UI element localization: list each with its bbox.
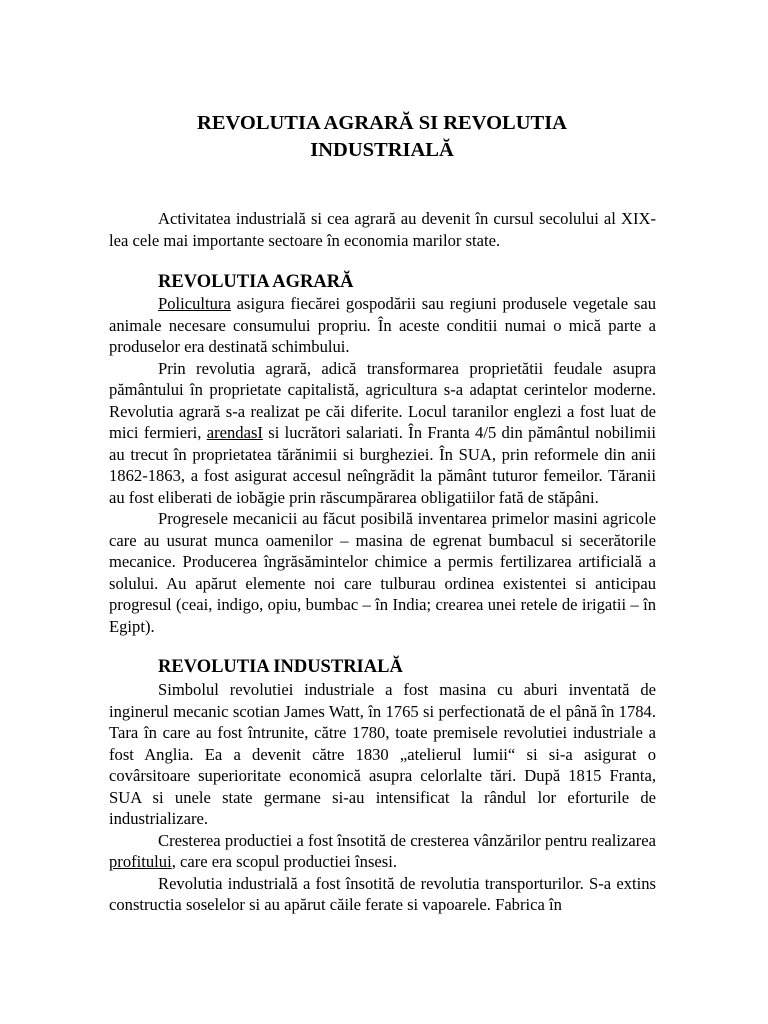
intro-paragraph: Activitatea industrială si cea agrară au devenit în cursul secolului al XIX-lea cele mai importante sectoare în economia marilor state. bbox=[109, 209, 656, 250]
term-policultura: Policultura bbox=[158, 294, 231, 313]
agrara-paragraph-2-text-b: si lucrători salariati. În Franta 4/5 din pământul nobilimii au trecut în proprietatea tărănimii si burgheziei. În SUA, prin reformele din anii 1862-1863, a fost asigurat accesul neîngrădit la pământ tuturor femeilor. Tăranii au fost eliberati de iobăgie prin răscumpărarea obligatiilor fată de stăpâni. bbox=[109, 423, 657, 507]
page-title bbox=[108, 110, 656, 164]
page-title-line-1: REVOLUTIA AGRARĂ SI REVOLUTIA bbox=[197, 112, 567, 134]
page-title-line-2: INDUSTRIALĂ bbox=[310, 139, 454, 161]
industriala-paragraph-2-text-b: , care era scopul productiei însesi. bbox=[171, 852, 397, 871]
industriala-paragraph-1: Simbolul revolutiei industriale a fost masina cu aburi inventată de inginerul mecanic scotian James Watt, în 1765 si perfectionată de el până în 1784. Tara în care au fost întrunite, către 1780, toate premisele revolutiei industriale a fost Anglia. Ea a devenit către 1830 „atelierul lumii“ si si-a asigurat o covârsitoare superioritate economică asupra celorlalte tări. După 1815 Franta, SUA si unele state germane si-au intensificat la rândul lor eforturile de industrializare. bbox=[109, 680, 656, 828]
intro-paragraph-block bbox=[109, 208, 656, 251]
industriala-paragraph-3: Revolutia industrială a fost însotită de revolutia transporturilor. S-a extins constructia soselelor si au apărut căile ferate si vapoarele. Fabrica în bbox=[109, 873, 656, 914]
agrara-paragraph-3: Progresele mecanicii au făcut posibilă inventarea primelor masini agricole care au usurat munca oamenilor – masina de egrenat bumbacul si secerătorile mecanice. Producerea îngrăsămintelor chimice a permis fertilizarea artificială a solului. Au apărut elemente noi care tulburau ordinea existentei si anticipau progresul (ceai, indigo, opiu, bumbac – în India; crearea unei retele de irigatii – în Egipt). bbox=[109, 509, 656, 636]
section-industriala-body bbox=[109, 679, 656, 916]
agrara-paragraph-1-text: asigura fiecărei gospodării sau regiuni produsele vegetale sau animale necesare consumului propriu. În aceste conditii numai o mică parte a produselor era destinată schimbului. bbox=[109, 294, 656, 356]
industriala-paragraph-2 bbox=[109, 830, 656, 873]
section-agrara-body bbox=[109, 293, 656, 637]
agrara-paragraph-1 bbox=[109, 293, 656, 358]
section-heading-industriala: REVOLUTIA INDUSTRIALĂ bbox=[158, 657, 403, 677]
agrara-paragraph-2 bbox=[109, 358, 656, 509]
term-arendasi: arendasI bbox=[206, 423, 263, 442]
term-profitului: profitului bbox=[109, 852, 172, 871]
agrara-paragraph-2-text-a: Prin revolutia agrară, adică transformarea proprietătii feudale asupra pământului în proprietate capitalistă, agricultura s-a adaptat cerintelor moderne. Revolutia agrară s-a realizat pe căi diferite. Locul taranilor englezi a fost luat de mici fermieri, bbox=[109, 358, 656, 442]
industriala-paragraph-2-text-a: Cresterea productiei a fost însotită de cresterea vânzărilor pentru realizarea bbox=[158, 830, 656, 850]
section-heading-agrara: REVOLUTIA AGRARĂ bbox=[158, 272, 354, 292]
